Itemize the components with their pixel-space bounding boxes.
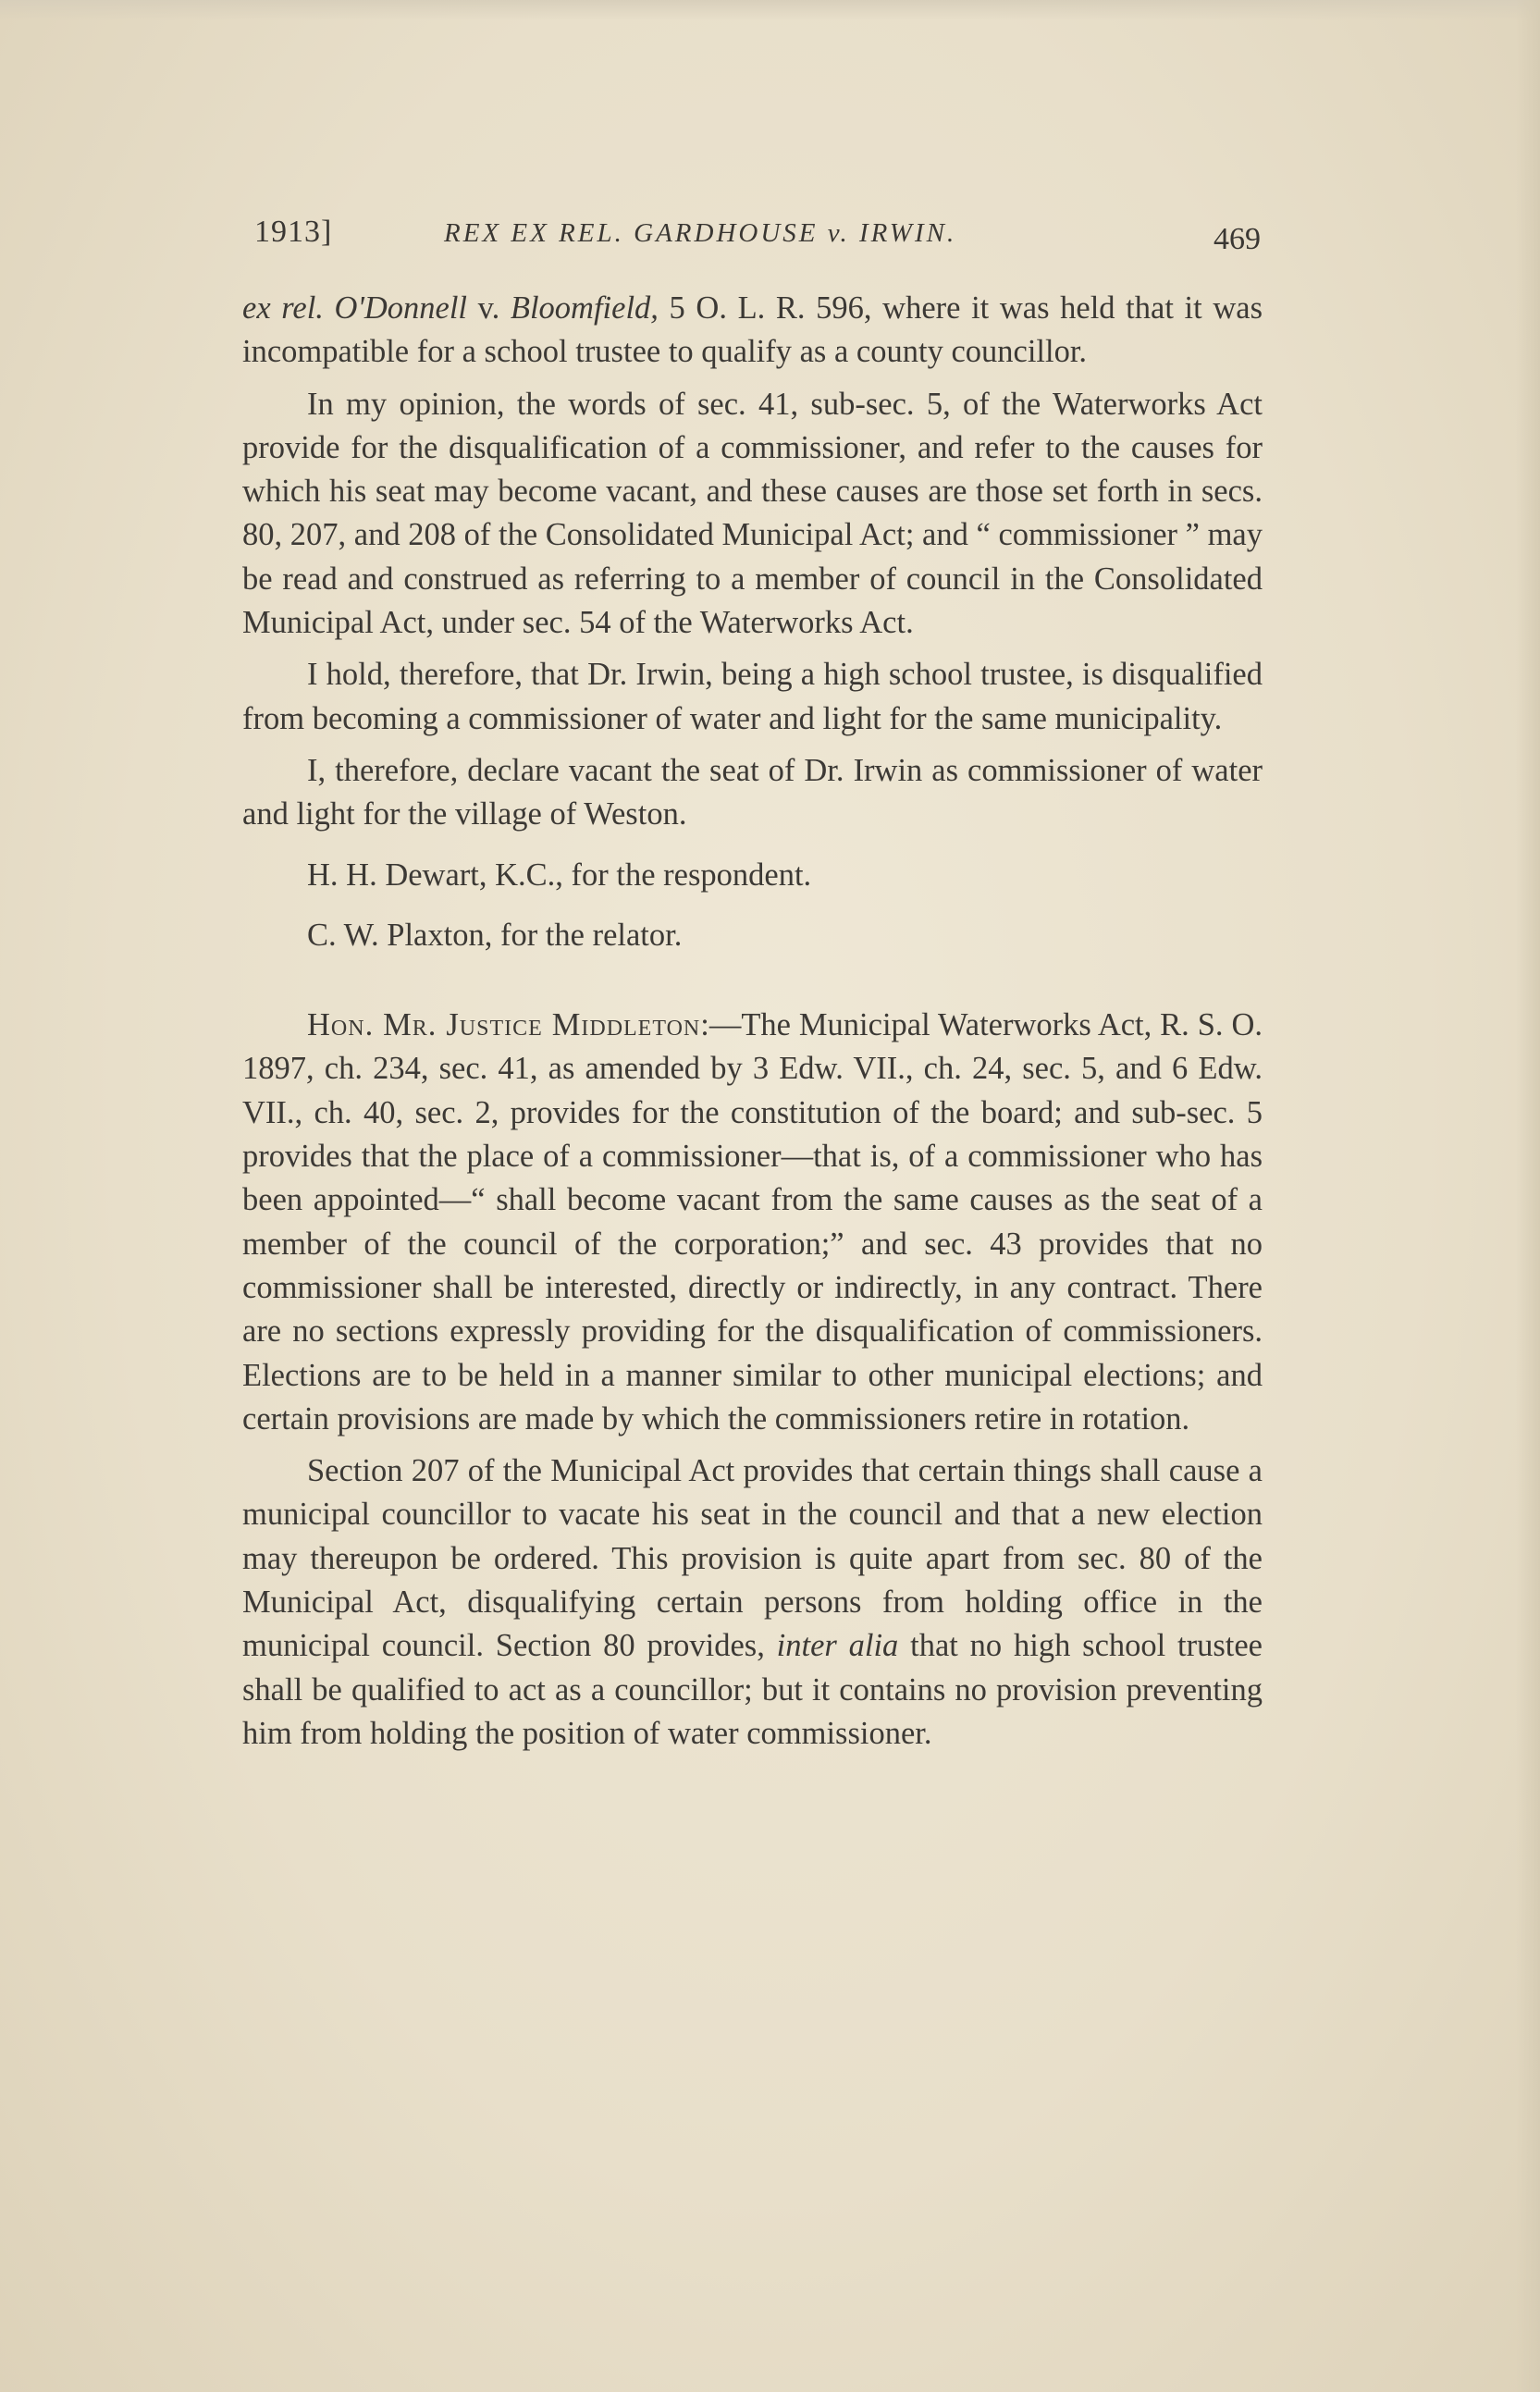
- paragraph-1: [242, 287, 1263, 375]
- case-citation-1: ex rel. O'Donnell: [242, 290, 467, 326]
- judge-name: Hon. Mr. Justice Middleton: [307, 1007, 701, 1043]
- counsel-relator: C. W. Plaxton, for the relator.: [307, 917, 683, 953]
- section-207-text: Section 207 of the Municipal Act provides that certain things shall cause a municipal councillor to vacate his seat in the council and that a new election may thereupon be ordered. This provision is quite apart from sec. 80 of the Municipal Act, disqualifying certain persons from holding office in the municipal council. Section 80 provides,: [242, 1453, 1263, 1664]
- paragraph-section-207: [242, 1449, 1263, 1756]
- running-title: REX EX REL. GARDHOUSE v. IRWIN.: [444, 218, 957, 248]
- section-207-end: that no high school trustee shall be qualified to act as a councillor; but it contains no provision preventing him from holding the position of water commissioner.: [242, 1628, 1263, 1751]
- counsel-respondent: H. H. Dewart, K.C., for the respondent.: [307, 857, 812, 893]
- paragraph-1-text: 5 O. L. R. 596, where it was held that it was incompatible for a school trustee to qualify as a county councillor.: [242, 290, 1263, 370]
- paragraph-2: In my opinion, the words of sec. 41, sub-sec. 5, of the Waterworks Act provide for the disqualification of a commissioner, and refer to the causes for which his seat may become vacant, and these causes are those set forth in secs. 80, 207, and 208 of the Consolidated Municipal Act; and “ commissioner ” may be read and construed as referring to a member of council in the Consolidated Municipal Act, under sec. 54 of the Waterworks Act.: [242, 386, 1263, 641]
- judgment-text: :—The Municipal Waterworks Act, R. S. O. 1897, ch. 234, sec. 41, as amended by 3 Edw. VII., ch. 24, sec. 5, and 6 Edw. VII., ch. 40, sec. 2, provides for the constitution of the board; and sub-sec. 5 provides that the place of a commissioner—that is, of a commissioner who has been appointed—“ shall become vacant from the same causes as the seat of a member of the council of the corporation;” and sec. 43 provides that no commissioner shall be interested, directly or indirectly, in any contract. There are no sections expressly providing for the disqualification of commissioners. Elections are to be held in a manner similar to other municipal elections; and certain provisions are made by which the commissioners retire in rotation.: [242, 1007, 1263, 1436]
- case-citation-2: Bloomfield,: [510, 290, 659, 326]
- page-number: 469: [1214, 222, 1261, 256]
- versus: v.: [467, 290, 511, 326]
- header-year: 1913]: [254, 215, 333, 249]
- body-text: [242, 287, 1263, 1756]
- page-right-shadow: [1516, 0, 1540, 2392]
- paragraph-3: I hold, therefore, that Dr. Irwin, being a high school trustee, is disqualified from becoming a commissioner of water and light for the same municipality.: [242, 657, 1263, 736]
- page-top-shadow: [0, 0, 1540, 20]
- paragraph-4: I, therefore, declare vacant the seat of Dr. Irwin as commissioner of water and light for the village of Weston.: [242, 752, 1263, 832]
- running-header: [254, 215, 1261, 261]
- judgment-paragraph: [242, 1004, 1263, 1441]
- latin-phrase: inter alia: [776, 1628, 899, 1664]
